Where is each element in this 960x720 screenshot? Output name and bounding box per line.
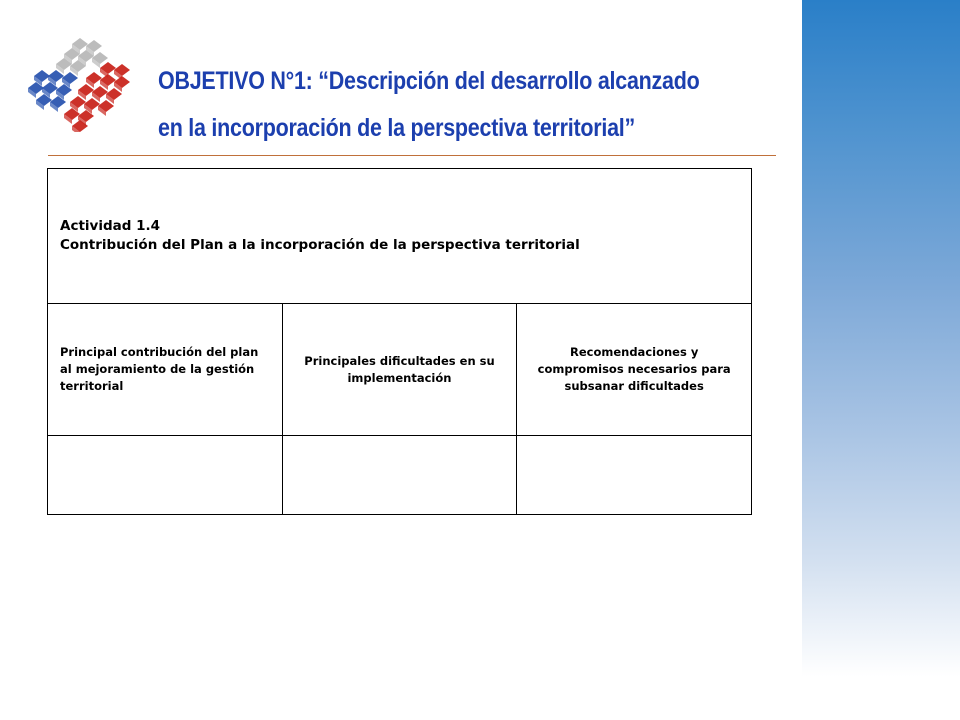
activity-header-row <box>48 169 752 304</box>
column-header-difficulties: Principales dificultades en su implementación <box>282 304 517 436</box>
title-line-2: en la incorporación de la perspectiva territorial” <box>158 114 635 142</box>
table-row <box>48 436 752 515</box>
activity-description: Contribución del Plan a la incorporación de la perspectiva territorial <box>60 237 580 253</box>
activity-header-cell <box>48 169 752 304</box>
title-divider <box>48 155 776 156</box>
page-title <box>158 58 708 152</box>
table-cell[interactable] <box>517 436 752 515</box>
title-line-1: OBJETIVO N°1: “Descripción del desarrollo alcanzado <box>158 67 700 95</box>
table-cell[interactable] <box>282 436 517 515</box>
side-gradient-band <box>802 0 960 720</box>
column-header-row <box>48 304 752 436</box>
table-cell[interactable] <box>48 436 283 515</box>
column-header-recommendations: Recomendaciones y compromisos necesarios para subsanar dificultades <box>517 304 752 436</box>
government-cube-logo-icon <box>24 32 140 132</box>
column-header-contribution: Principal contribución del plan al mejoramiento de la gestión territorial <box>48 304 283 436</box>
activity-table <box>47 168 752 515</box>
activity-number: Actividad 1.4 <box>60 218 161 234</box>
